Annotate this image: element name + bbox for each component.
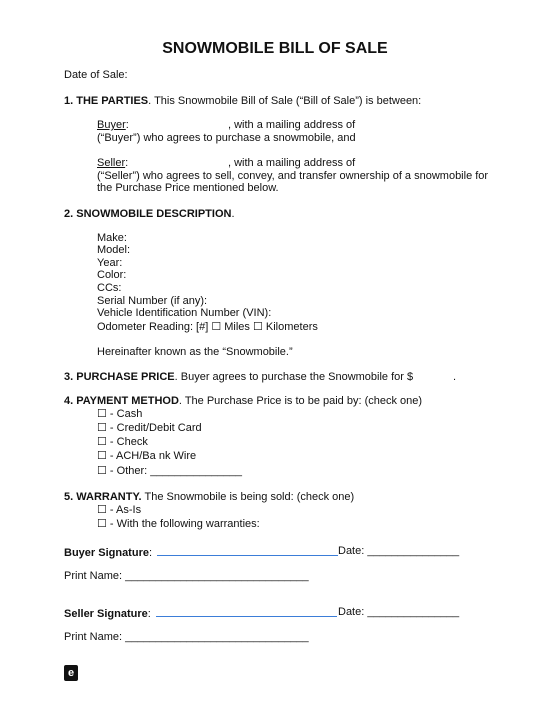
buyer-signature-field[interactable]: [157, 545, 338, 556]
payment-option-cash[interactable]: ☐ - Cash: [97, 408, 143, 420]
buyer-label: Buyer: [97, 119, 126, 131]
field-year: Year:: [97, 257, 123, 269]
parties-heading: 1. THE PARTIES: [64, 95, 149, 107]
buyer-date-field[interactable]: Date: _______________: [338, 545, 460, 557]
field-color: Color:: [97, 269, 127, 281]
payment-method-heading: 4. PAYMENT METHOD: [64, 395, 179, 407]
warranty-line: [64, 491, 354, 504]
buyer-signature-colon: :: [148, 547, 153, 559]
field-ccs: CCs:: [97, 282, 122, 294]
description-heading: 2. SNOWMOBILE DESCRIPTION: [64, 208, 232, 220]
parties-section-heading: [64, 95, 421, 108]
purchase-price-heading: 3. PURCHASE PRICE: [64, 371, 175, 383]
warranty-option-as-is[interactable]: ☐ - As-Is: [97, 504, 142, 516]
field-serial-number: Serial Number (if any):: [97, 295, 208, 307]
field-odometer: Odometer Reading: [#] ☐ Miles ☐ Kilometers: [97, 321, 318, 333]
warranty-heading: 5. WARRANTY.: [64, 491, 142, 503]
payment-option-other[interactable]: ☐ - Other: _______________: [97, 465, 243, 477]
seller-signature-field[interactable]: [156, 606, 337, 617]
purchase-price-line: [64, 371, 413, 384]
description-heading-dot: .: [231, 208, 235, 220]
seller-signature-colon: :: [147, 608, 151, 620]
payment-option-check[interactable]: ☐ - Check: [97, 436, 148, 448]
buyer-address-text: , with a mailing address of: [228, 119, 356, 131]
payment-method-text: . The Purchase Price is to be paid by: (check one): [178, 395, 423, 407]
seller-signature-label: Seller Signature: [64, 608, 148, 620]
hereinafter-text: Hereinafter known as the “Snowmobile.”: [97, 346, 293, 358]
parties-intro: . This Snowmobile Bill of Sale (“Bill of Sale”) is between:: [148, 95, 422, 107]
seller-line: [97, 157, 128, 170]
seller-address-text: , with a mailing address of: [228, 157, 356, 169]
buyer-signature-label: Buyer Signature: [64, 547, 149, 559]
purchase-price-text: . Buyer agrees to purchase the Snowmobile for $: [174, 371, 414, 383]
seller-date-field[interactable]: Date: _______________: [338, 606, 460, 618]
description-section-heading: [64, 208, 235, 221]
brand-logo-icon: e: [64, 665, 78, 681]
seller-print-name-field[interactable]: Print Name: ______________________________: [64, 631, 309, 643]
seller-signature-line: [64, 606, 337, 621]
buyer-print-name-field[interactable]: Print Name: ______________________________: [64, 570, 309, 582]
payment-method-line: [64, 395, 422, 408]
field-vin: Vehicle Identification Number (VIN):: [97, 307, 272, 319]
buyer-colon: :: [125, 119, 129, 131]
buyer-signature-line: [64, 545, 338, 560]
warranty-option-warranties[interactable]: ☐ - With the following warranties:: [97, 518, 260, 530]
purchase-price-end: .: [453, 371, 457, 383]
date-of-sale-label: Date of Sale:: [64, 69, 128, 81]
document-title: SNOWMOBILE BILL OF SALE: [162, 40, 388, 57]
seller-colon: :: [125, 157, 129, 169]
buyer-agreement-text: (“Buyer”) who agrees to purchase a snowmobile, and: [97, 132, 356, 144]
buyer-line: [97, 119, 129, 132]
seller-agreement-text-2: the Purchase Price mentioned below.: [97, 182, 279, 194]
field-make: Make:: [97, 232, 127, 244]
seller-label: Seller: [97, 157, 126, 169]
payment-option-card[interactable]: ☐ - Credit/Debit Card: [97, 422, 202, 434]
field-model: Model:: [97, 244, 131, 256]
payment-option-ach[interactable]: ☐ - ACH/Ba nk Wire: [97, 450, 197, 462]
warranty-text: The Snowmobile is being sold: (check one): [141, 491, 355, 503]
seller-agreement-text: (“Seller”) who agrees to sell, convey, and transfer ownership of a snowmobile for: [97, 170, 489, 182]
